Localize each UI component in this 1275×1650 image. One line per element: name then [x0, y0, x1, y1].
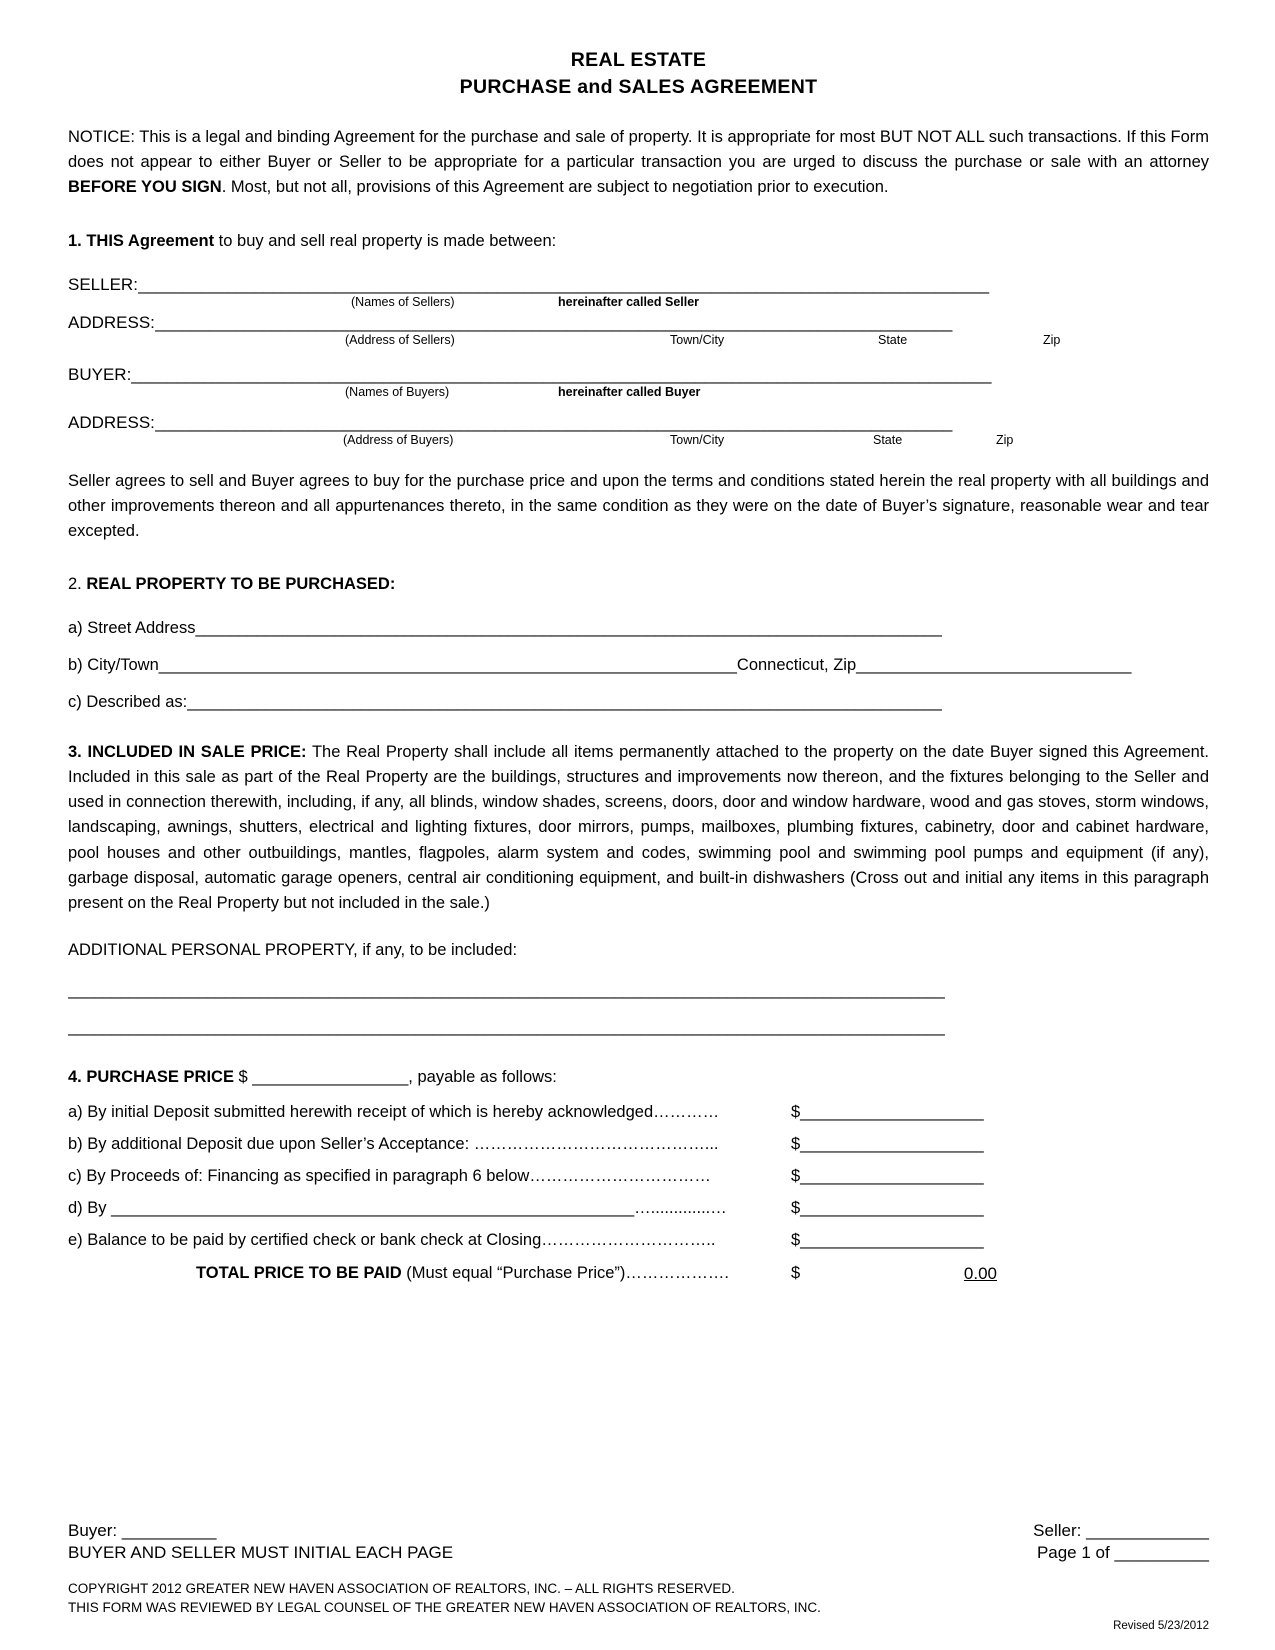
page-number-field[interactable]: Page 1 of __________ — [1036, 1542, 1209, 1562]
price-row-a[interactable] — [68, 1103, 1209, 1122]
section-4-heading-text: 4. PURCHASE PRICE — [68, 1067, 234, 1086]
page-footer — [68, 1521, 1209, 1650]
copyright-block — [68, 1579, 1209, 1618]
seller-name-blank[interactable]: _______________________________________________________________________________________________ — [137, 275, 989, 295]
price-row-d[interactable] — [68, 1199, 1209, 1218]
city-town-label: b) City/Town — [68, 656, 159, 675]
initial-notice-row — [68, 1543, 1209, 1563]
price-desc-d[interactable]: d) By _________________________________________________________….............… — [68, 1198, 727, 1217]
seller-initial-field[interactable]: Seller: _____________ — [1033, 1520, 1209, 1540]
zip-blank[interactable]: ______________________________ — [856, 656, 1132, 675]
street-address-row[interactable] — [68, 619, 1209, 638]
page-title: REAL ESTATE — [570, 49, 707, 71]
notice-text-emphasis: BEFORE YOU SIGN — [68, 178, 222, 197]
buyer-initial-field[interactable]: Buyer: __________ — [68, 1520, 217, 1540]
additional-property-blank-1[interactable]: _____________________________________________________________________________________________________ — [68, 980, 945, 999]
seller-addr-caption-town: Town/City — [670, 333, 725, 348]
section-1-number: 1. THIS Agreement — [68, 231, 215, 250]
section-3-body: The Real Property shall include all items permanently attached to the property on the date Buyer signed this Agreement. Included in this sale as part of the Real Property are the buildings, structures and improvements now thereon, and the fixtures belonging to the Seller and used in connection therewith, including, if any, all blinds, window shades, screens, doors, door and window hardware, wood and gas stoves, storm windows, landscaping, awnings, shutters, electrical and lighting fixtures, door mirrors, pumps, mailboxes, plumbing fixtures, cabinetry, door and cabinet hardware, pool houses and other outbuildings, mantles, flagpoles, alarm system and codes, swimming pool and swimming pool pumps and equipment (if any), garbage disposal, automatic garage openers, central air conditioning equipment, and built-in dishwashers (Cross out and initial any items in this paragraph present on the Real Property but not included in the sale.) — [68, 743, 1209, 912]
total-price-label — [68, 1264, 791, 1283]
seller-name-row[interactable] — [68, 275, 1209, 295]
purchase-price-blank[interactable]: $ _________________, payable as follows: — [233, 1067, 557, 1086]
copyright-line-1: COPYRIGHT 2012 GREATER NEW HAVEN ASSOCIATION OF REALTORS, INC. – ALL RIGHTS RESERVED. — [68, 1580, 735, 1596]
notice-text-suffix: . Most, but not all, provisions of this Agreement are subject to negotiation prior to execution. — [221, 178, 889, 197]
revised-date: Revised 5/23/2012 — [1113, 1620, 1209, 1632]
buyer-address-row[interactable] — [68, 413, 1209, 433]
price-amount-a[interactable]: $____________________ — [791, 1102, 984, 1121]
section-2-heading-text: REAL PROPERTY TO BE PURCHASED: — [86, 575, 396, 594]
seller-address-label: ADDRESS: — [68, 313, 155, 333]
section-3-paragraph — [68, 740, 1209, 916]
initial-notice-text: BUYER AND SELLER MUST INITIAL EACH PAGE — [68, 1542, 454, 1562]
section-3-heading: 3. INCLUDED IN SALE PRICE: — [68, 743, 307, 762]
agreement-paragraph: Seller agrees to sell and Buyer agrees to buy for the purchase price and upon the terms and conditions stated herein the real property with all buildings and other improvements thereon and all appurtenances thereto, in the same condition as they were on the date of Buyer’s signature, reasonable wear and tear excepted. — [68, 472, 1209, 541]
seller-caption-hereinafter: hereinafter called Seller — [558, 295, 700, 310]
described-as-label: c) Described as: — [68, 693, 188, 712]
buyer-addr-caption-zip: Zip — [996, 433, 1014, 448]
buyer-addr-caption-address: (Address of Buyers) — [343, 433, 454, 448]
price-amount-b[interactable]: $____________________ — [791, 1134, 984, 1153]
city-town-state-label: Connecticut, Zip — [736, 656, 857, 675]
price-row-c[interactable] — [68, 1167, 1209, 1186]
described-as-blank[interactable]: _______________________________________________________________________________________ — [187, 693, 943, 712]
buyer-address-label: ADDRESS: — [68, 413, 155, 433]
seller-caption-names: (Names of Sellers) — [351, 295, 455, 310]
page-subtitle: PURCHASE and SALES AGREEMENT — [459, 76, 818, 99]
price-amount-e[interactable]: $____________________ — [791, 1230, 984, 1249]
seller-address-blank[interactable]: _________________________________________________________________________________________ — [154, 313, 952, 333]
price-desc-e: e) Balance to be paid by certified check or bank check at Closing………………………….. — [68, 1230, 716, 1249]
total-price-value: 0.00 — [963, 1263, 997, 1283]
total-price-row — [68, 1264, 1209, 1284]
price-desc-a: a) By initial Deposit submitted herewith receipt of which is hereby acknowledged………… — [68, 1102, 720, 1121]
initials-row[interactable] — [68, 1521, 1209, 1541]
total-price-value-wrap — [791, 1264, 1021, 1284]
seller-addr-caption-zip: Zip — [1043, 333, 1061, 348]
buyer-name-captions — [68, 385, 1209, 403]
price-amount-d[interactable]: $____________________ — [791, 1198, 984, 1217]
price-row-b[interactable] — [68, 1135, 1209, 1154]
buyer-caption-names: (Names of Buyers) — [345, 385, 450, 400]
seller-address-captions — [68, 333, 1209, 351]
total-currency-symbol: $ — [791, 1263, 801, 1282]
additional-personal-property-label: ADDITIONAL PERSONAL PROPERTY, if any, to be included: — [68, 940, 518, 959]
buyer-address-captions — [68, 433, 1209, 451]
copyright-line-2: THIS FORM WAS REVIEWED BY LEGAL COUNSEL OF THE GREATER NEW HAVEN ASSOCIATION OF REALTORS, INC. — [68, 1600, 821, 1616]
seller-name-captions — [68, 295, 1209, 313]
price-row-e[interactable] — [68, 1231, 1209, 1250]
section-2-heading — [68, 572, 1209, 597]
buyer-name-blank[interactable]: ________________________________________________________________________________________________ — [131, 365, 991, 385]
city-town-blank[interactable]: _______________________________________________________________ — [158, 656, 737, 675]
street-address-blank[interactable]: ______________________________________________________________________________________ — [195, 619, 942, 638]
section-2-number: 2. — [68, 575, 87, 594]
section-1-heading-text: to buy and sell real property is made between: — [214, 231, 557, 250]
total-price-label-bold: TOTAL PRICE TO BE PAID — [196, 1263, 402, 1282]
section-4-heading[interactable] — [68, 1065, 1209, 1090]
street-address-label: a) Street Address — [68, 619, 196, 638]
seller-addr-caption-address: (Address of Sellers) — [345, 333, 455, 348]
buyer-caption-hereinafter: hereinafter called Buyer — [558, 385, 701, 400]
price-amount-c[interactable]: $____________________ — [791, 1166, 984, 1185]
buyer-addr-caption-state: State — [873, 433, 903, 448]
city-town-row[interactable] — [68, 656, 1209, 675]
price-desc-b: b) By additional Deposit due upon Seller’s Acceptance: ……………………………………... — [68, 1134, 719, 1153]
additional-property-blank-2[interactable]: _____________________________________________________________________________________________________ — [68, 1017, 945, 1036]
described-as-row[interactable] — [68, 693, 1209, 712]
buyer-address-blank[interactable]: _________________________________________________________________________________________ — [154, 413, 952, 433]
seller-label: SELLER: — [68, 275, 138, 295]
notice-text-prefix: NOTICE: This is a legal and binding Agreement for the purchase and sale of property. It is appropriate for most BUT NOT ALL such transactions. If this Form does not appear to either Buyer or Seller to be appropriate for a particular transaction you are urged to discuss the purchase or sale with an attorney — [68, 128, 1209, 172]
price-desc-c: c) By Proceeds of: Financing as specified in paragraph 6 below…………………………… — [68, 1166, 711, 1185]
total-price-label-rest: (Must equal “Purchase Price”)………………. — [401, 1263, 729, 1282]
buyer-label: BUYER: — [68, 365, 132, 385]
buyer-name-row[interactable] — [68, 365, 1209, 385]
seller-addr-caption-state: State — [878, 333, 908, 348]
notice-paragraph — [68, 125, 1209, 200]
buyer-addr-caption-town: Town/City — [670, 433, 725, 448]
seller-address-row[interactable] — [68, 313, 1209, 333]
section-1-heading — [68, 229, 1209, 254]
